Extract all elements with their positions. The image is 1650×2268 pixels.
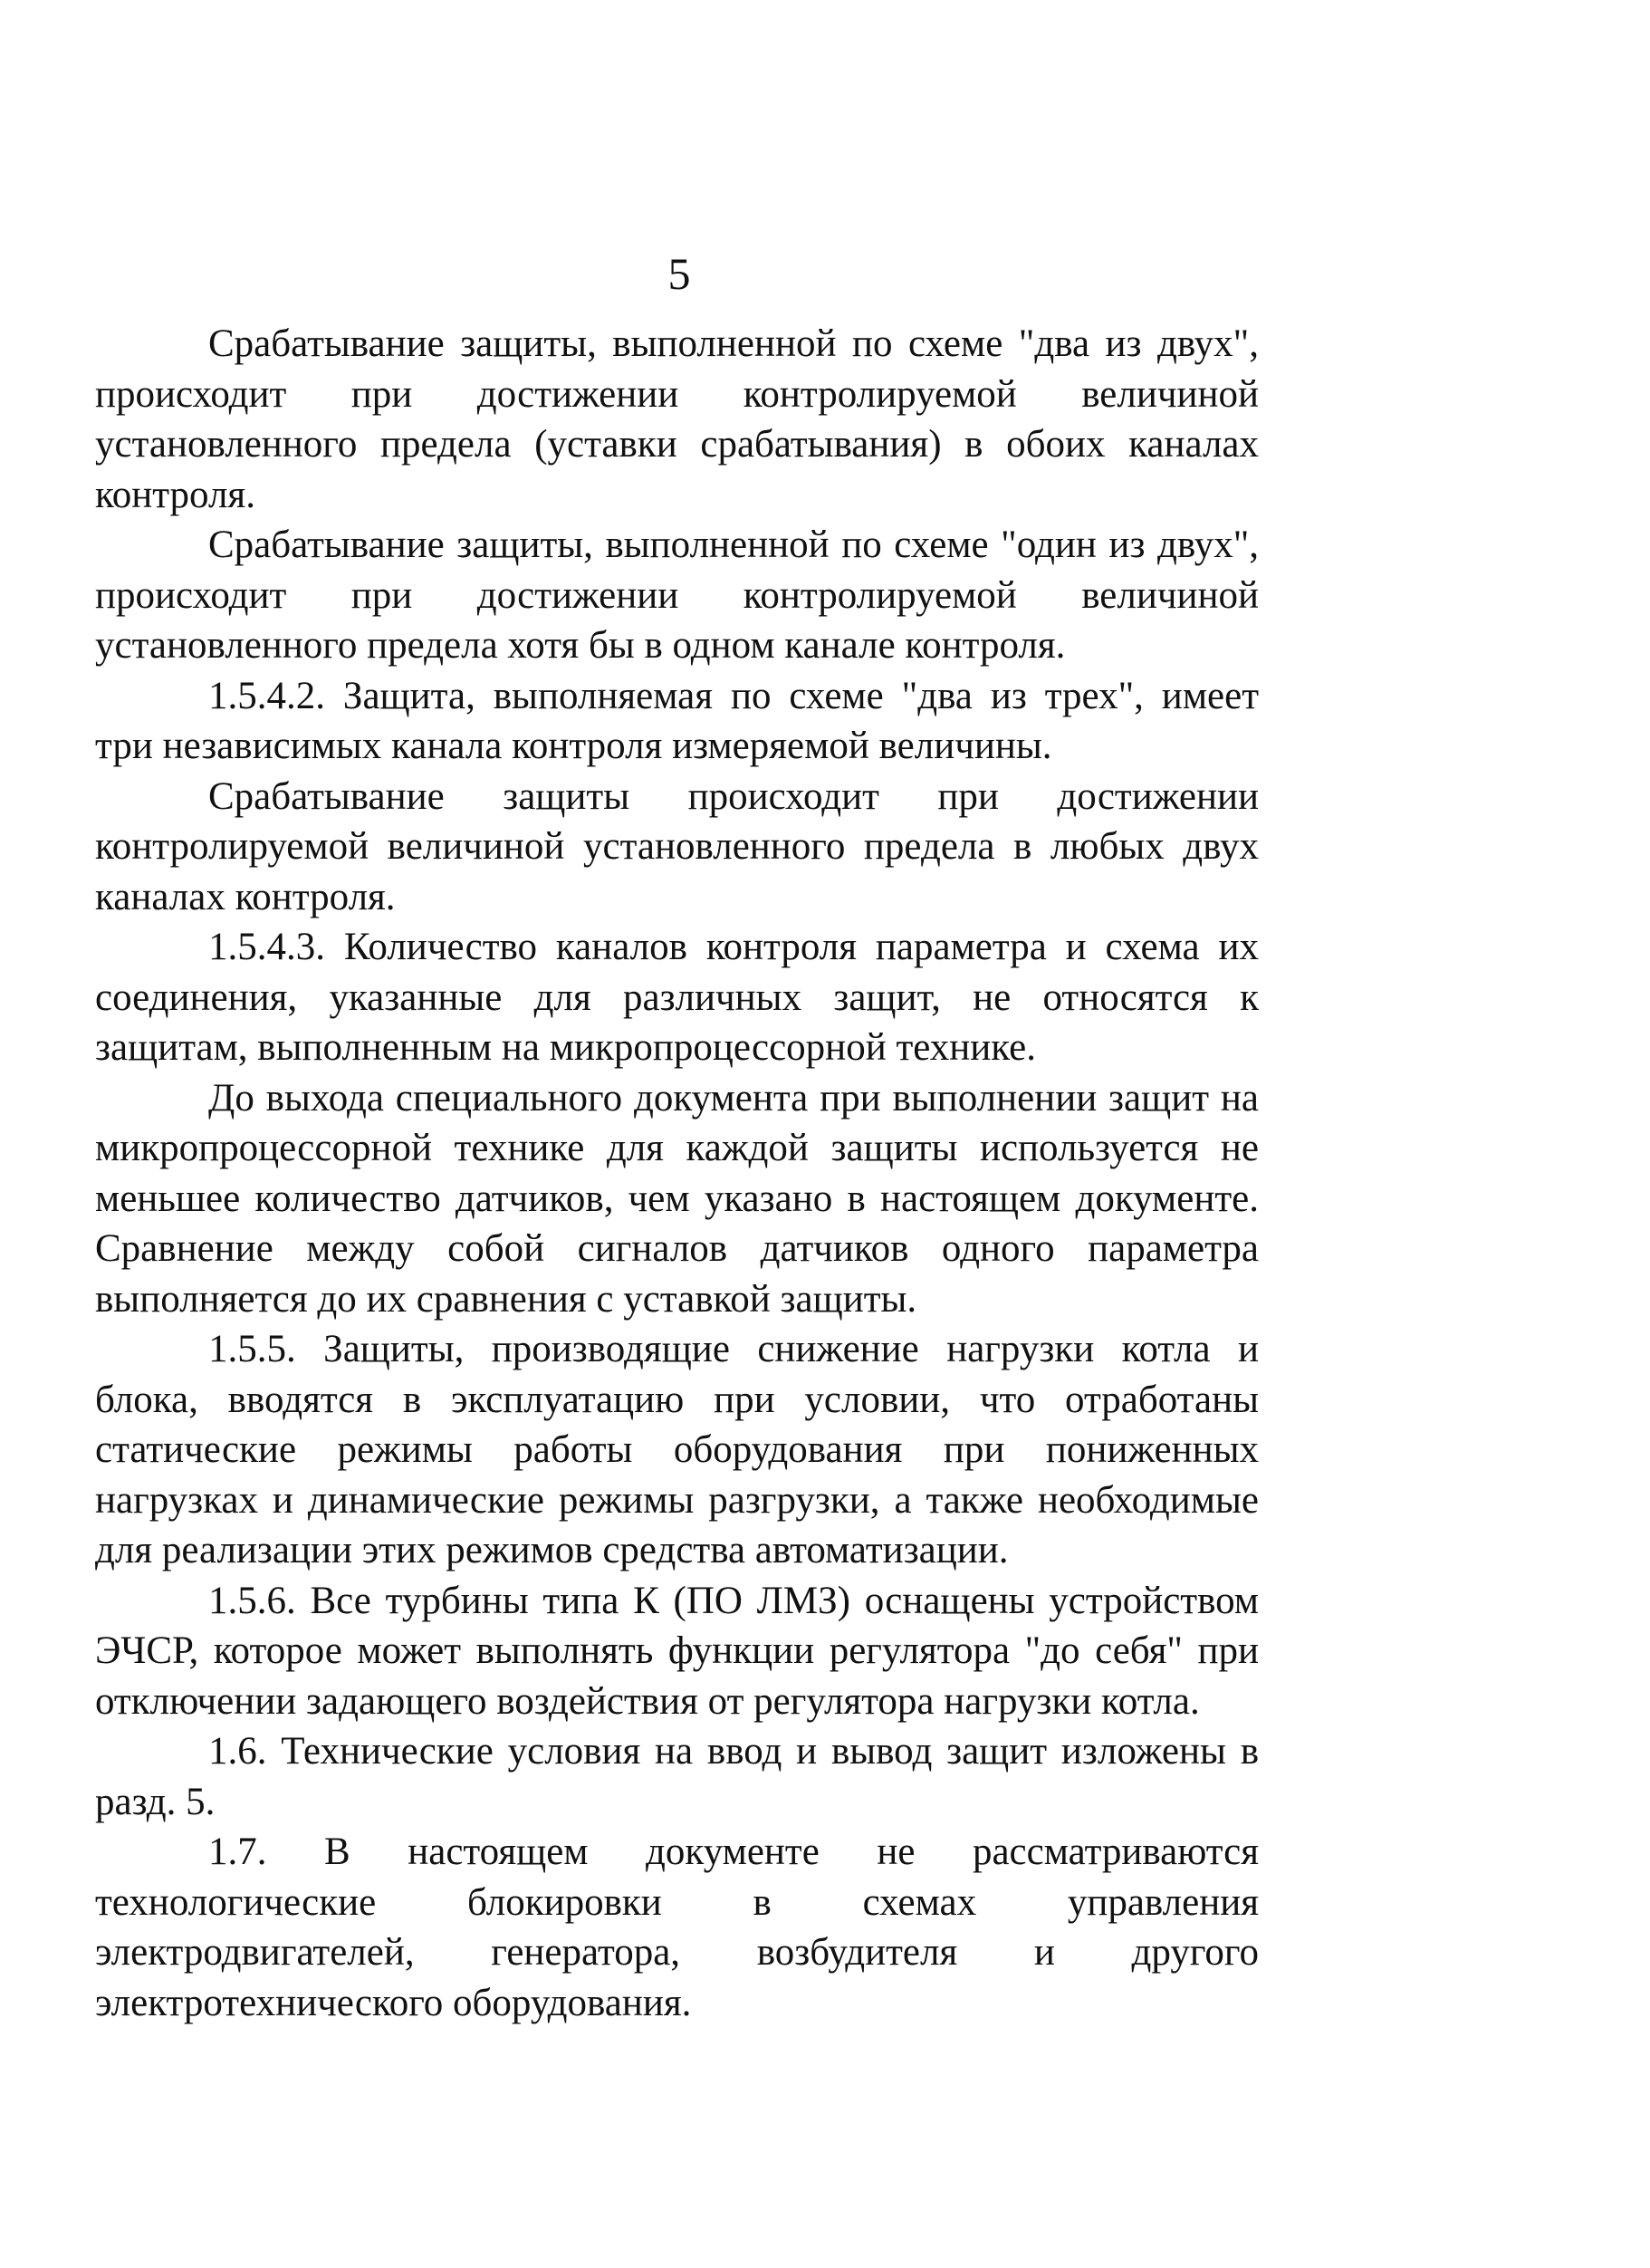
paragraph-1-5-5: 1.5.5. Защиты, производящие снижение нагрузки котла и блока, вводятся в эксплуатацию при условии, что отработаны статические режимы работы оборудования при пониженных нагрузках и динамические режимы разгрузки, а также необходимые для реализации этих режимов средства автоматизации. <box>95 1328 1259 1571</box>
paragraph-1-5-4-2: 1.5.4.2. Защита, выполняемая по схеме "два из трех", имеет три независимых канала контроля измеряемой величины. <box>95 674 1259 767</box>
paragraph-two-of-two: Срабатывание защиты, выполненной по схеме "два из двух", происходит при достижении контролируемой величиной установленного предела (уставки срабатывания) в обоих каналах контроля. <box>95 322 1259 516</box>
body-text <box>95 319 1259 2028</box>
paragraph-microprocessor: До выхода специального документа при выполнении защит на микропроцессорной технике для каждой защиты используется не меньшее количество датчиков, чем указано в настоящем документе. Сравнение между собой сигналов датчиков одного параметра выполняется до их сравнения с уставкой защиты. <box>95 1076 1259 1321</box>
paragraph-1-5-4-3: 1.5.4.3. Количество каналов контроля параметра и схема их соединения, указанные для различных защит, не относятся к защитам, выполненным на микропроцессорной технике. <box>95 926 1259 1069</box>
paragraph-1-5-6: 1.5.6. Все турбины типа К (ПО ЛМЗ) оснащены устройством ЭЧСР, которое может выполнять функции регулятора "до себя" при отключении задающего воздействия от регулятора нагрузки котла. <box>95 1579 1259 1723</box>
paragraph-1-6: 1.6. Технические условия на ввод и вывод защит изложены в разд. 5. <box>95 1730 1259 1823</box>
paragraph-two-of-three-trigger: Срабатывание защиты происходит при достижении контролируемой величиной установленного предела в любых двух каналах контроля. <box>95 774 1259 918</box>
paragraph-1-7: 1.7. В настоящем документе не рассматриваются технологические блокировки в схемах управления электродвигателей, генератора, возбудителя и другого электротехнического оборудования. <box>95 1831 1259 2024</box>
paragraph-one-of-two: Срабатывание защиты, выполненной по схеме "один из двух", происходит при достижении контролируемой величиной установленного предела хотя бы в одном канале контроля. <box>95 524 1259 667</box>
page-number: 5 <box>667 248 691 299</box>
